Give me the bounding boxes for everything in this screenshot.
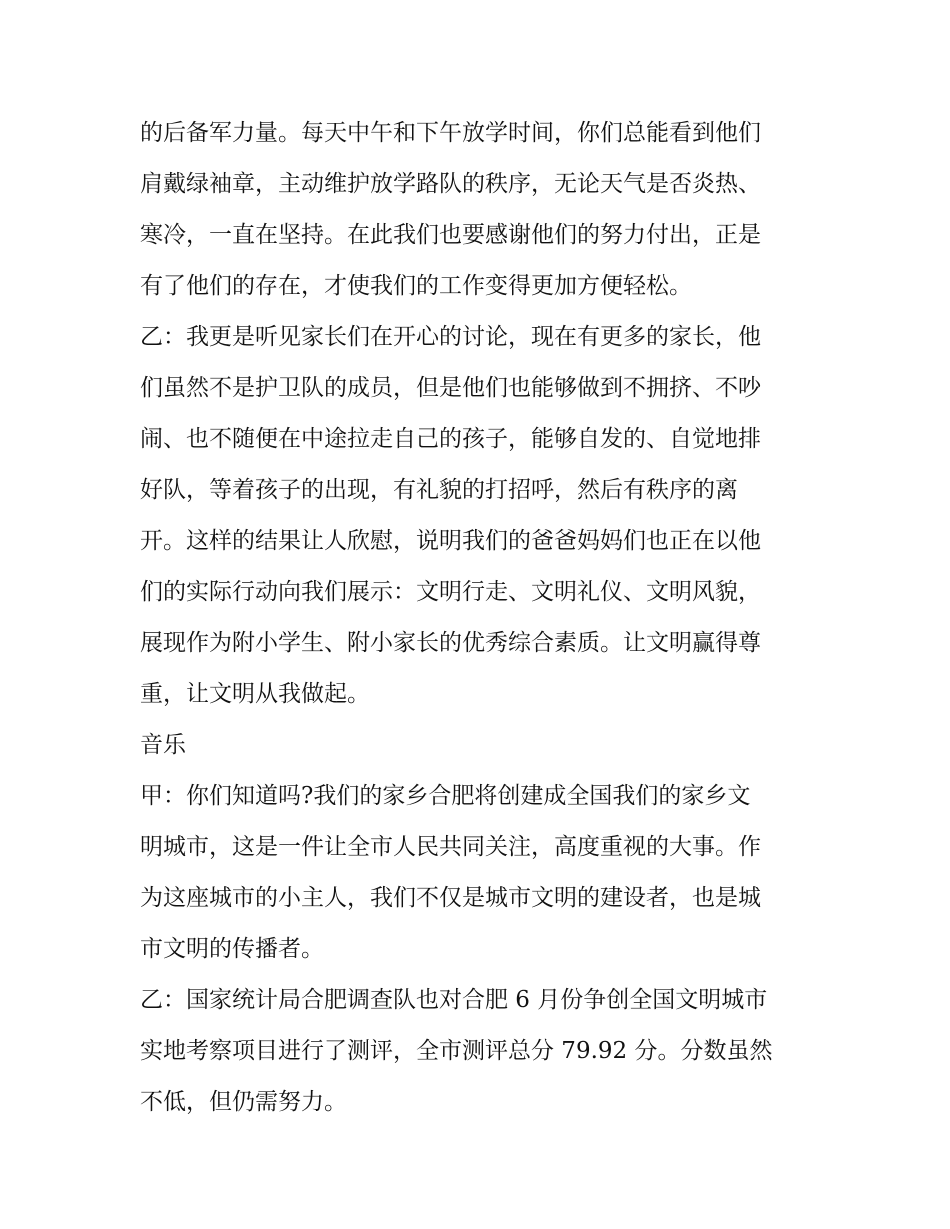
- text-line: 明城市，这是一件让全市人民共同关注，高度重视的大事。作: [140, 834, 761, 860]
- text-line: 不低，但仍需努力。: [140, 1089, 347, 1115]
- document-body: [140, 108, 820, 1128]
- text-line: 乙：国家统计局合肥调查队也对合肥 6 月份争创全国文明城市: [140, 987, 768, 1013]
- text-line: 乙：我更是听见家长们在开心的讨论，现在有更多的家长，他: [140, 324, 761, 350]
- text-line: 闹、也不随便在中途拉走自己的孩子，能够自发的、自觉地排: [140, 426, 761, 452]
- text-line: 们的实际行动向我们展示：文明行走、文明礼仪、文明风貌，: [140, 579, 761, 605]
- text-line: 展现作为附小学生、附小家长的优秀综合素质。让文明赢得尊: [140, 630, 761, 656]
- text-line: 重，让文明从我做起。: [140, 681, 370, 707]
- text-line: 好队，等着孩子的出现，有礼貌的打招呼，然后有秩序的离: [140, 477, 738, 503]
- text-line: 肩戴绿袖章，主动维护放学路队的秩序，无论天气是否炎热、: [140, 171, 761, 197]
- text-line: 甲：你们知道吗?我们的家乡合肥将创建成全国我们的家乡文: [140, 783, 751, 809]
- text-line: 们虽然不是护卫队的成员，但是他们也能够做到不拥挤、不吵: [140, 375, 761, 401]
- text-line: 的后备军力量。每天中午和下午放学时间，你们总能看到他们: [140, 120, 761, 146]
- text-line: 为这座城市的小主人，我们不仅是城市文明的建设者，也是城: [140, 885, 761, 911]
- text-line: 市文明的传播者。: [140, 936, 324, 962]
- section-label-music: 音乐: [140, 732, 186, 758]
- text-line: 寒冷，一直在坚持。在此我们也要感谢他们的努力付出，正是: [140, 222, 761, 248]
- text-line: 开。这样的结果让人欣慰，说明我们的爸爸妈妈们也正在以他: [140, 528, 761, 554]
- text-line: 有了他们的存在，才使我们的工作变得更加方便轻松。: [140, 273, 692, 299]
- text-line: 实地考察项目进行了测评，全市测评总分 79.92 分。分数虽然: [140, 1038, 773, 1064]
